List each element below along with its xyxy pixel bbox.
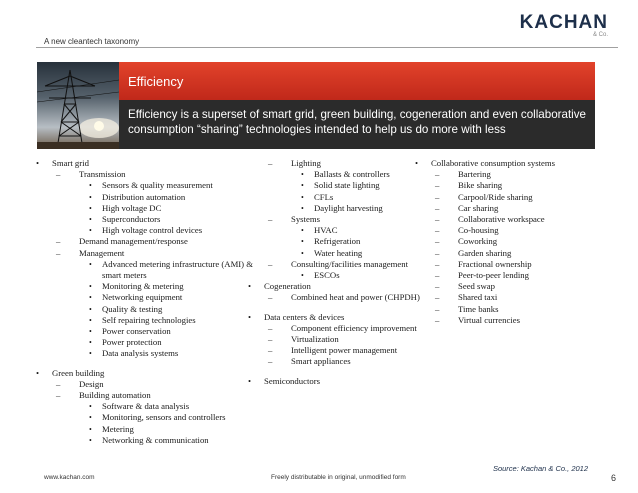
detail-item: • Power conservation [26,326,254,337]
subcategory-item: – Transmission [26,169,254,180]
footer-notice: Freely distributable in original, unmodified form [271,474,406,481]
subcategory-item: – Bike sharing [405,180,605,191]
detail-item: • High voltage control devices [26,225,254,236]
subcategory-item: – Peer-to-peer lending [405,270,605,281]
subcategory-item: – Coworking [405,236,605,247]
slide-title: Efficiency [128,74,184,89]
subcategory-item: – Virtualization [238,334,438,345]
subcategory-item: – Design [26,379,254,390]
subcategory-item: – Time banks [405,304,605,315]
hero-title-bar [119,62,595,100]
slide-subtitle: Efficiency is a superset of smart grid, green building, cogeneration and even collaborative consumption “sharing” technologies intended to help us do more with less [128,108,587,136]
detail-item: • Refrigeration [238,236,438,247]
subcategory-item: – Carpool/Ride sharing [405,192,605,203]
taxonomy-column-1 [26,158,254,446]
subcategory-item: – Smart appliances [238,356,438,367]
detail-item: • Solid state lighting [238,180,438,191]
detail-item: • Self repairing technologies [26,315,254,326]
transmission-tower-icon [37,62,119,149]
taxonomy-column-3 [405,158,605,326]
header-divider [36,47,618,48]
category-item: • Green building [26,368,254,379]
subcategory-item: – Management [26,248,254,259]
category-item: • Collaborative consumption systems [405,158,605,169]
detail-item: • Networking equipment [26,292,254,303]
subcategory-item: – Shared taxi [405,292,605,303]
subcategory-item: – Car sharing [405,203,605,214]
detail-item: • Sensors & quality measurement [26,180,254,191]
logo-wordmark: KACHAN [519,12,608,33]
detail-item: • Networking & communication [26,435,254,446]
detail-item: • High voltage DC [26,203,254,214]
kachan-logo [520,13,608,39]
subcategory-item: – Bartering [405,169,605,180]
subcategory-item: – Combined heat and power (CHPDH) [238,292,438,303]
detail-item: • Daylight harvesting [238,203,438,214]
subcategory-item: – Component efficiency improvement [238,323,438,334]
detail-item: • Power protection [26,337,254,348]
subcategory-item: – Building automation [26,390,254,401]
tagline: A new cleantech taxonomy [44,37,140,46]
subcategory-item: – Consulting/facilities management [238,259,438,270]
detail-item: • ESCOs [238,270,438,281]
detail-item: • Monitoring & metering [26,281,254,292]
detail-item: • Software & data analysis [26,401,254,412]
detail-item: • Monitoring, sensors and controllers [26,412,254,423]
detail-item: • Superconductors [26,214,254,225]
subcategory-item: – Fractional ownership [405,259,605,270]
subcategory-item: – Lighting [238,158,438,169]
category-item: • Cogeneration [238,281,438,292]
subcategory-item: – Co-housing [405,225,605,236]
subcategory-item: – Collaborative workspace [405,214,605,225]
subcategory-item: – Garden sharing [405,248,605,259]
detail-item: • Ballasts & controllers [238,169,438,180]
footer-url: www.kachan.com [44,474,95,481]
subcategory-item: – Demand management/response [26,236,254,247]
detail-item: • Advanced metering infrastructure (AMI) & smart meters [26,259,254,281]
hero-subtitle-bar [119,100,595,149]
detail-item: • Distribution automation [26,192,254,203]
power-tower-photo [37,62,119,149]
subcategory-item: – Intelligent power management [238,345,438,356]
subcategory-item: – Systems [238,214,438,225]
page-number: 6 [610,473,616,483]
detail-item: • Data analysis systems [26,348,254,359]
logo-suffix: & Co. [592,32,608,38]
list-spacer [238,368,438,376]
detail-item: • CFLs [238,192,438,203]
list-spacer [26,360,254,368]
detail-item: • HVAC [238,225,438,236]
detail-item: • Metering [26,424,254,435]
category-item: • Data centers & devices [238,312,438,323]
subcategory-item: – Virtual currencies [405,315,605,326]
category-item: • Smart grid [26,158,254,169]
subcategory-item: – Seed swap [405,281,605,292]
category-item: • Semiconductors [238,376,438,387]
detail-item: • Water heating [238,248,438,259]
source-citation: Source: Kachan & Co., 2012 [492,464,588,473]
detail-item: • Quality & testing [26,304,254,315]
